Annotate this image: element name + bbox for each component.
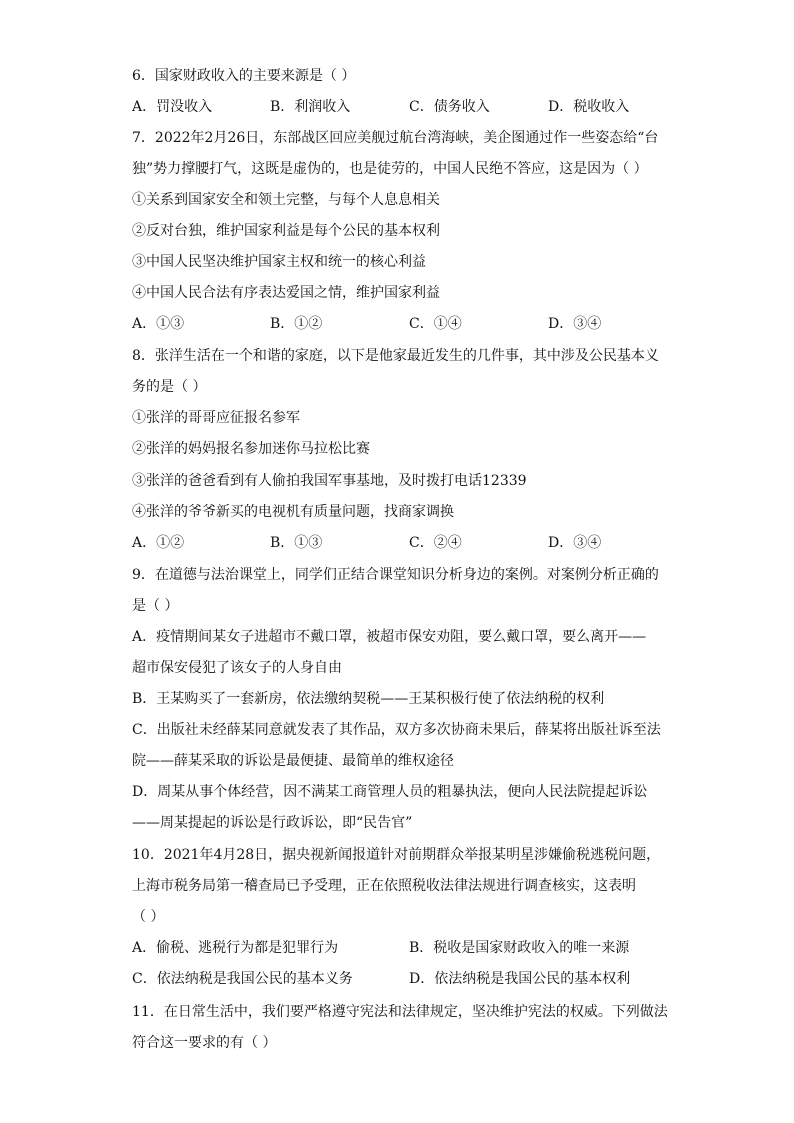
question-9-option-c-line-2: 院——薛某采取的诉讼是最便捷、最简单的维权途径 bbox=[132, 753, 454, 769]
question-8-option-b: B．①③ bbox=[270, 535, 323, 551]
question-7-options bbox=[132, 314, 672, 334]
question-7-option-b: B．①② bbox=[270, 316, 323, 332]
question-8-statement-4: ④张洋的爷爷新买的电视机有质量问题，找商家调换 bbox=[132, 504, 454, 520]
question-10-option-d: D．依法纳税是我国公民的基本权利 bbox=[409, 971, 631, 987]
question-6-option-a: A．罚没收入 bbox=[132, 99, 213, 115]
question-8-stem-line-1: 8．张洋生活在一个和谐的家庭，以下是他家最近发生的几件事，其中涉及公民基本义 bbox=[132, 348, 659, 364]
question-10-options-row-2 bbox=[132, 969, 672, 989]
question-7-option-a: A．①③ bbox=[132, 316, 185, 332]
question-8-statement-3: ③张洋的爸爸看到有人偷拍我国军事基地，及时拨打电话12339 bbox=[132, 473, 527, 489]
question-9-option-c-line-1: C．出版社未经薛某同意就发表了其作品，双方多次协商未果后，薛某将出版社诉至法 bbox=[132, 722, 661, 738]
question-9-stem-line-2: 是（ ） bbox=[132, 598, 179, 614]
question-8-statement-2: ②张洋的妈妈报名参加迷你马拉松比赛 bbox=[132, 441, 370, 457]
question-7-statement-3: ③中国人民坚决维护国家主权和统一的核心利益 bbox=[132, 254, 426, 270]
question-9-stem-line-1: 9．在道德与法治课堂上，同学们正结合课堂知识分析身边的案例。对案例分析正确的 bbox=[132, 567, 659, 583]
question-10-option-b: B．税收是国家财政收入的唯一来源 bbox=[409, 940, 630, 956]
question-6-options bbox=[132, 97, 672, 117]
question-8-stem-line-2: 务的是（ ） bbox=[132, 379, 207, 395]
question-9-option-d-line-1: D．周某从事个体经营，因不满某工商管理人员的粗暴执法，便向人民法院提起诉讼 bbox=[132, 784, 648, 800]
question-8-statement-1: ①张洋的哥哥应征报名参军 bbox=[132, 410, 300, 426]
question-7-option-c: C．①④ bbox=[409, 316, 462, 332]
question-6-option-c: C．债务收入 bbox=[409, 99, 490, 115]
question-11-stem-line-2: 符合这一要求的有（ ） bbox=[132, 1035, 277, 1051]
question-10-option-c: C．依法纳税是我国公民的基本义务 bbox=[132, 971, 353, 987]
question-9-option-a-line-1: A．疫情期间某女子进超市不戴口罩，被超市保安劝阻，要么戴口罩，要么离开—— bbox=[132, 629, 647, 645]
question-9-option-d-line-2: ——周某提起的诉讼是行政诉讼，即“民告官” bbox=[132, 815, 413, 831]
question-10-stem-line-1: 10．2021年4月28日，据央视新闻报道针对前期群众举报某明星涉嫌偷税逃税问题， bbox=[132, 847, 661, 863]
question-10-stem-line-2: 上海市税务局第一稽查局已予受理，正在依照税收法律法规进行调查核实，这表明 bbox=[132, 878, 636, 894]
question-6-stem: 6．国家财政收入的主要来源是（ ） bbox=[132, 68, 356, 84]
question-8-options bbox=[132, 533, 672, 553]
question-8-option-d: D．③④ bbox=[548, 535, 602, 551]
question-9-option-a-line-2: 超市保安侵犯了该女子的人身自由 bbox=[132, 660, 342, 676]
question-7-stem-line-1: 7．2022年2月26日，东部战区回应美舰过航台湾海峡，美企图通过作一些姿态给“台 bbox=[132, 130, 659, 146]
question-10-options-row-1 bbox=[132, 938, 672, 958]
question-10-stem-line-3: （ ） bbox=[132, 909, 165, 925]
question-7-statement-2: ②反对台独，维护国家利益是每个公民的基本权利 bbox=[132, 223, 440, 239]
question-9-option-b: B．王某购买了一套新房，依法缴纳契税——王某积极行使了依法纳税的权利 bbox=[132, 691, 605, 707]
question-6-option-d: D．税收收入 bbox=[548, 99, 630, 115]
question-10-option-a: A．偷税、逃税行为都是犯罪行为 bbox=[132, 940, 339, 956]
question-11-stem-line-1: 11．在日常生活中，我们要严格遵守宪法和法律规定，坚决维护宪法的权威。下列做法 bbox=[132, 1004, 668, 1020]
question-7-statement-4: ④中国人民合法有序表达爱国之情，维护国家利益 bbox=[132, 285, 440, 301]
question-8-option-a: A．①② bbox=[132, 535, 185, 551]
question-7-statement-1: ①关系到国家安全和领土完整，与每个人息息相关 bbox=[132, 192, 440, 208]
question-7-stem-line-2: 独”势力撑腰打气，这既是虚伪的，也是徒劳的，中国人民绝不答应，这是因为（ ） bbox=[132, 161, 648, 177]
question-8-option-c: C．②④ bbox=[409, 535, 462, 551]
question-6-option-b: B．利润收入 bbox=[270, 99, 351, 115]
question-7-option-d: D．③④ bbox=[548, 316, 602, 332]
